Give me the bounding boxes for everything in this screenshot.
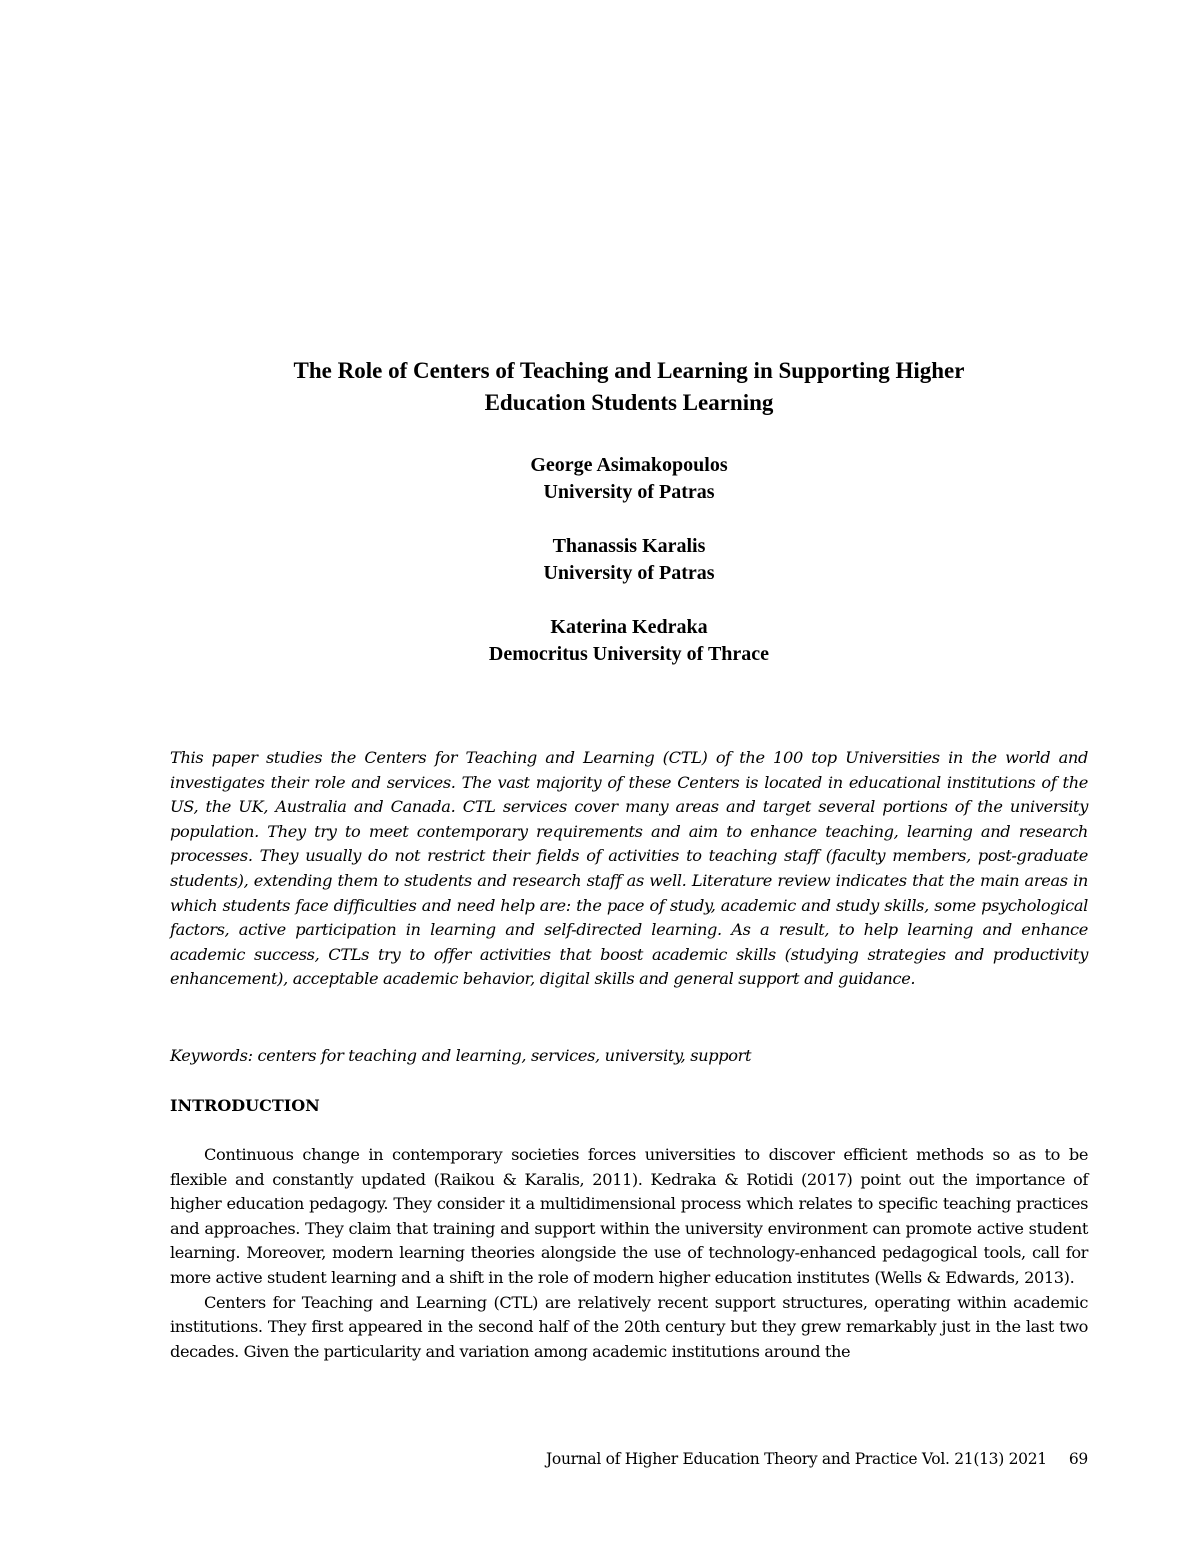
body-paragraph: Centers for Teaching and Learning (CTL) are relatively recent support structures, operating within academic institutions. They first appeared in the second half of the 20th century but they grew remarkably just in the last two decades. Given the particularity and variation among academic institutions around the <box>170 1292 1088 1361</box>
author-entry <box>170 614 1088 668</box>
page-number: 69 <box>1068 1450 1088 1468</box>
paper-page <box>170 0 1088 1553</box>
title-line-1: The Role of Centers of Teaching and Learning in Supporting Higher <box>293 358 965 383</box>
journal-citation: Journal of Higher Education Theory and Practice Vol. 21(13) 2021 <box>546 1450 1047 1468</box>
author-affiliation: University of Patras <box>543 481 715 503</box>
author-entry <box>170 533 1088 587</box>
author-affiliation: University of Patras <box>543 562 715 584</box>
title-line-2: Education Students Learning <box>484 390 774 415</box>
author-entry <box>170 452 1088 506</box>
page-footer <box>546 1448 1088 1470</box>
author-name: Thanassis Karalis <box>552 535 706 557</box>
keywords: Keywords: centers for teaching and learning, services, university, support <box>170 1046 752 1065</box>
section-heading-introduction: INTRODUCTION <box>170 1096 320 1115</box>
paper-title <box>170 355 1088 419</box>
author-list <box>170 452 1088 695</box>
author-name: Katerina Kedraka <box>550 616 708 638</box>
body-paragraph: Continuous change in contemporary societies forces universities to discover efficient methods so as to be flexible and constantly updated (Raikou & Karalis, 2011). Kedraka & Rotidi (2017) point out the importance of higher education pedagogy. They consider it a multidimensional process which relates to specific teaching practices and approaches. They claim that training and support within the university environment can promote active student learning. Moreover, modern learning theories alongside the use of technology-enhanced pedagogical tools, call for more active student learning and a shift in the role of modern higher education institutes (Wells & Edwards, 2013). <box>170 1145 1088 1287</box>
introduction-body <box>170 1143 1088 1364</box>
author-affiliation: Democritus University of Thrace <box>488 643 770 665</box>
abstract: This paper studies the Centers for Teaching and Learning (CTL) of the 100 top Universities in the world and investigates their role and services. The vast majority of these Centers is located in educational institutions of the US, the UK, Australia and Canada. CTL services cover many areas and target several portions of the university population. They try to meet contemporary requirements and aim to enhance teaching, learning and research processes. They usually do not restrict their fields of activities to teaching staff (faculty members, post-graduate students), extending them to students and research staff as well. Literature review indicates that the main areas in which students face difficulties and need help are: the pace of study, academic and study skills, some psychological factors, active participation in learning and self-directed learning. As a result, to help learning and enhance academic success, CTLs try to offer activities that boost academic skills (studying strategies and productivity enhancement), acceptable academic behavior, digital skills and general support and guidance. <box>170 748 1088 989</box>
author-name: George Asimakopoulos <box>530 454 728 476</box>
